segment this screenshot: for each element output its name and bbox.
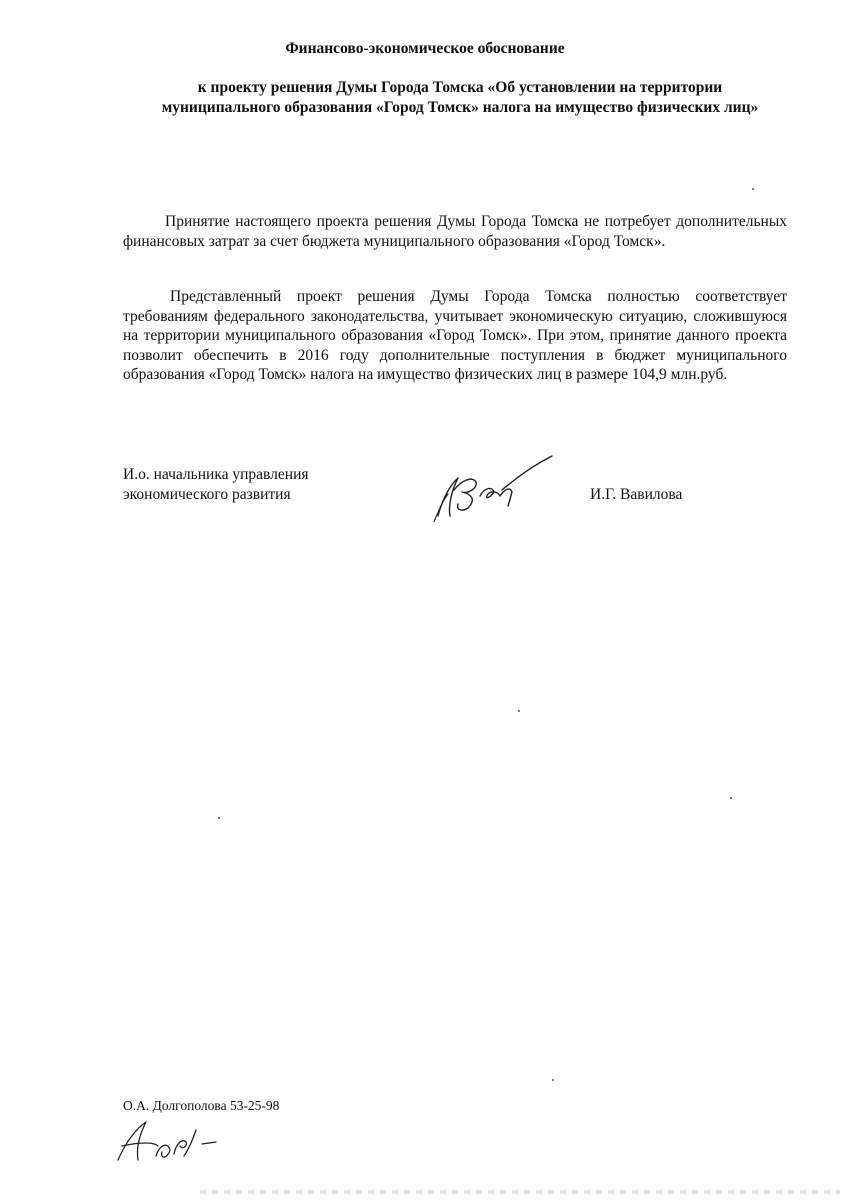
signature-icon <box>428 450 558 522</box>
executor-contact: О.А. Долгополова 53-25-98 <box>123 1098 280 1113</box>
document-title: Финансово-экономическое обоснование <box>285 40 565 57</box>
signatory-position <box>123 465 423 505</box>
scan-speck <box>218 817 220 819</box>
executor-signature-icon <box>110 1116 225 1168</box>
paragraph-2: Представленный проект решения Думы Города Томска полностью соответствует требованиям федерального законодательства, учитывает экономическую ситуацию, сложившуюся на территории муниципального образования «Город Томск». При этом, принятие данного проекта позволит обеспечить в 2016 году дополнительные поступления в бюджет муниципального образования «Город Томск» налога на имущество физических лиц в размере 104,9 млн.руб. <box>123 288 787 383</box>
signatory-position-line2: экономического развития <box>123 486 291 503</box>
signatory-position-line1: И.о. начальника управления <box>123 466 309 483</box>
paragraph-1: Принятие настоящего проекта решения Думы Города Томска не потребует дополнительных финансовых затрат за счет бюджета муниципального образования «Город Томск». <box>123 213 787 250</box>
scan-speck <box>552 1079 554 1081</box>
document-subtitle: к проекту решения Думы Города Томска «Об установлении на территории муниципального образования «Город Томск» налога на имущество физических лиц» <box>161 79 759 116</box>
signatory-name: И.Г. Вавилова <box>590 486 683 503</box>
scan-speck <box>518 710 520 712</box>
scan-edge-artifact <box>200 1190 840 1194</box>
scan-speck <box>752 188 754 190</box>
scan-speck <box>730 797 732 799</box>
